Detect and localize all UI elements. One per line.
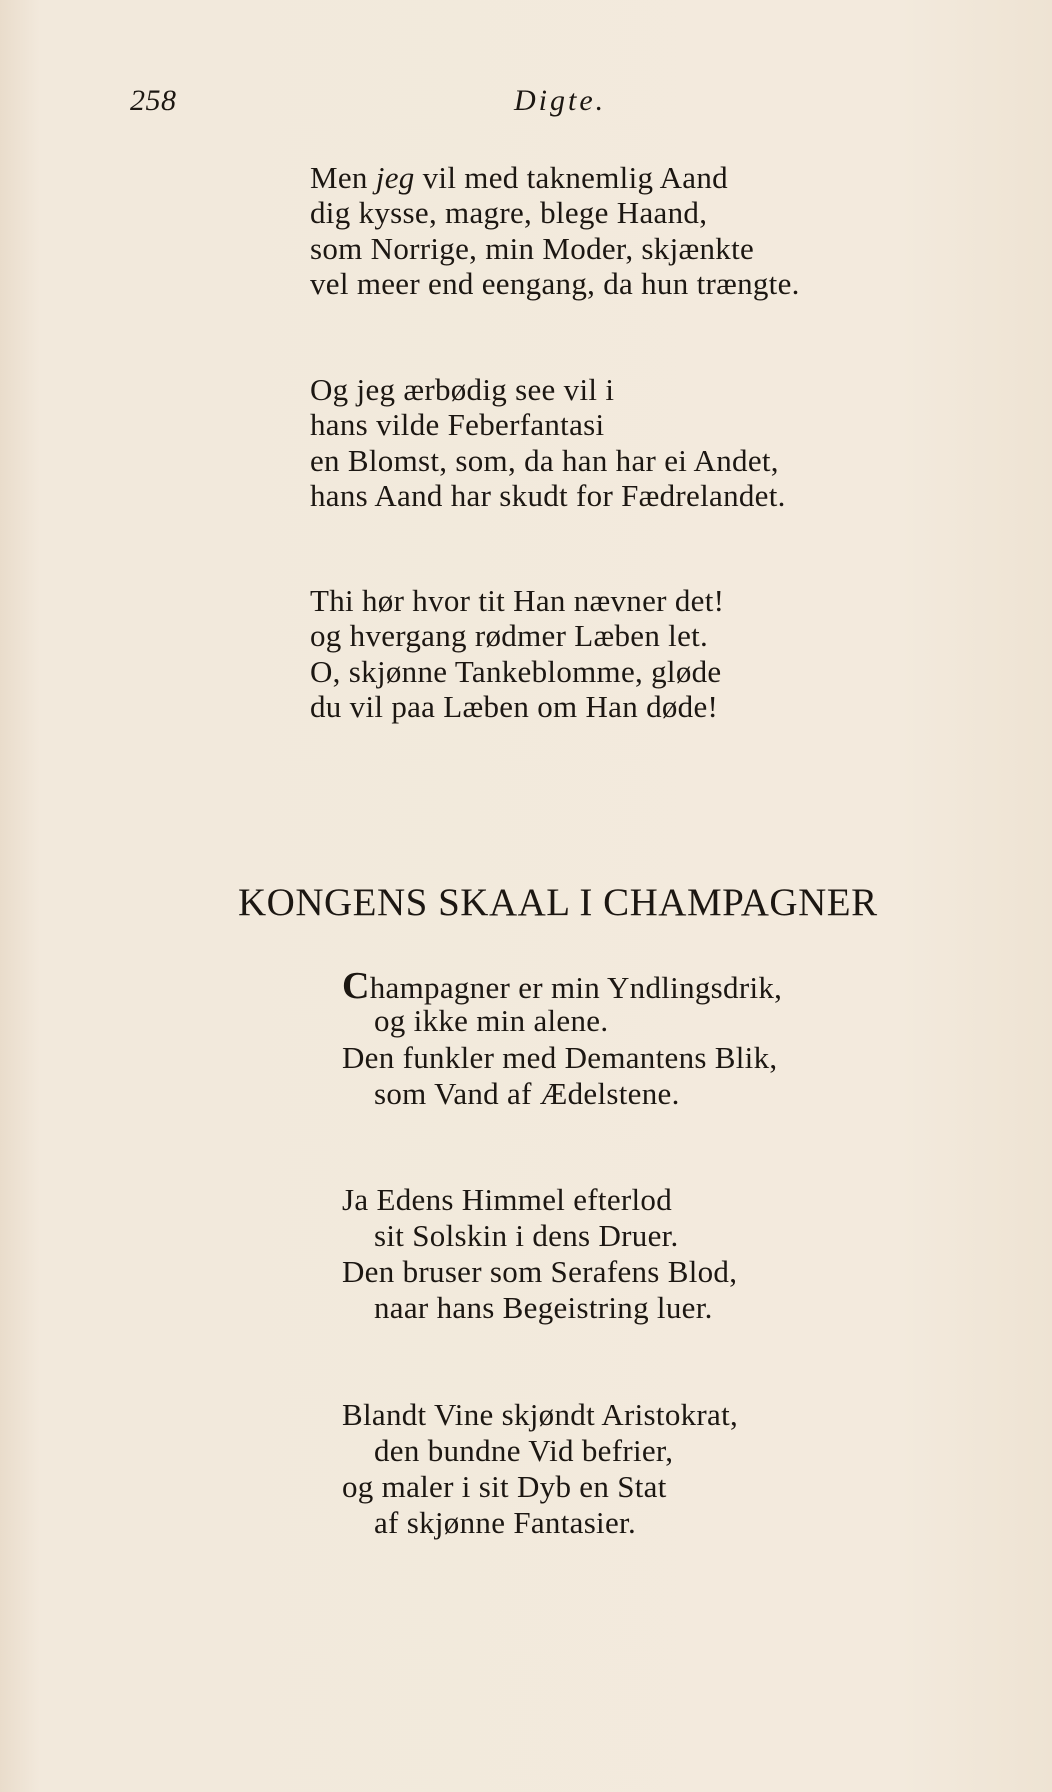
poem-line: dig kysse, magre, blege Haand,	[310, 195, 708, 230]
poem-line: sit Solskin i dens Druer.	[374, 1218, 679, 1253]
poem-line: Blandt Vine skjøndt Aristokrat,	[342, 1397, 739, 1432]
poem-line: og hvergang rødmer Læben let.	[310, 618, 709, 653]
poem-line: hans vilde Feberfantasi	[310, 407, 605, 442]
poem-title: KONGENS SKAAL I CHAMPAGNER	[238, 881, 878, 924]
emphasis-word: jeg	[375, 160, 415, 195]
poem-line: hans Aand har skudt for Fædrelandet.	[310, 478, 786, 513]
poem-line: Ja Edens Himmel efterlod	[342, 1182, 673, 1217]
poem-line-text: Men	[310, 160, 376, 195]
initial-capital: C	[342, 965, 370, 1007]
page-number: 258	[130, 84, 177, 117]
poem-line	[342, 964, 782, 1008]
poem-line	[310, 160, 728, 196]
poem-line-text: vil med taknemlig Aand	[414, 160, 728, 195]
poem-line: og ikke min alene.	[374, 1003, 609, 1038]
poem-line: Den funkler med Demantens Blik,	[342, 1040, 778, 1075]
poem-line: som Norrige, min Moder, skjænkte	[310, 231, 755, 266]
poem-line: naar hans Begeistring luer.	[374, 1290, 713, 1325]
poem-line: den bundne Vid befrier,	[374, 1433, 674, 1468]
poem-line: Thi hør hvor tit Han nævner det!	[310, 583, 725, 618]
poem-line: af skjønne Fantasier.	[374, 1505, 636, 1540]
poem-line-text: hampagner er min Yndlingsdrik,	[369, 970, 783, 1005]
poem-line: du vil paa Læben om Han døde!	[310, 689, 719, 724]
running-title: Digte.	[514, 84, 607, 117]
poem-line: Og jeg ærbødig see vil i	[310, 372, 615, 407]
poem-line: en Blomst, som, da han har ei Andet,	[310, 443, 779, 478]
poem-line: som Vand af Ædelstene.	[374, 1076, 680, 1111]
poem-line: O, skjønne Tankeblomme, gløde	[310, 654, 722, 689]
poem-line: vel meer end eengang, da hun trængte.	[310, 266, 800, 301]
poem-line: Den bruser som Serafens Blod,	[342, 1254, 738, 1289]
poem-line: og maler i sit Dyb en Stat	[342, 1469, 667, 1504]
